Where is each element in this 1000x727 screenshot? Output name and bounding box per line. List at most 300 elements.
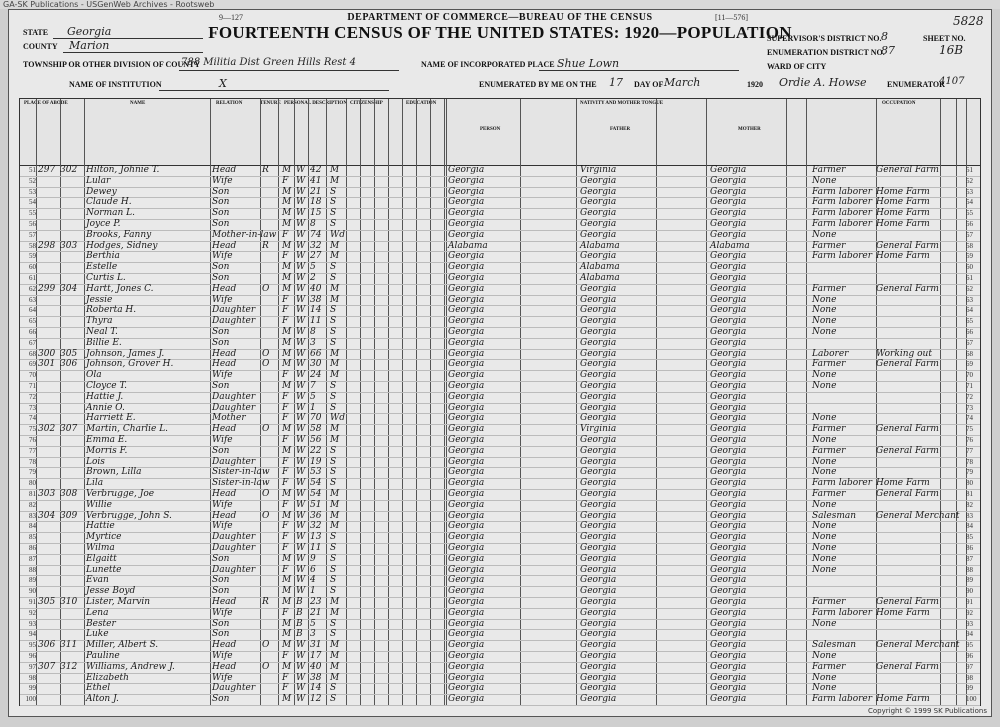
cell-occ: Farm laborer <box>812 197 873 208</box>
cell-sex: F <box>282 467 289 478</box>
cell-dw: 297 <box>38 165 56 175</box>
cell-dw: 300 <box>38 348 56 359</box>
cell-mpob: Georgia <box>710 348 747 359</box>
cell-age: 7 <box>310 381 316 391</box>
cell-mpob: Georgia <box>710 489 747 499</box>
cell-line-number-right: 93 <box>966 619 973 628</box>
cell-line-number-right: 65 <box>966 317 973 326</box>
form-code: [11—576] <box>715 13 749 22</box>
cell-age: 32 <box>310 521 322 532</box>
cell-age: 74 <box>310 229 322 240</box>
cell-ind: Home Farm <box>876 208 930 219</box>
cell-name: Elgaitt <box>86 553 117 564</box>
cell-n: 52 <box>29 176 36 185</box>
cell-pob: Georgia <box>448 219 485 229</box>
cell-ms: S <box>330 219 337 229</box>
cell-line-number-right: 61 <box>966 274 973 282</box>
cell-name: Emma E. <box>86 435 128 445</box>
cell-occ: None <box>812 294 837 305</box>
cell-fpob: Georgia <box>580 337 617 348</box>
cell-rel: Wife <box>212 672 233 683</box>
cell-race: W <box>296 543 306 553</box>
cell-name: Myrtice <box>86 532 122 543</box>
cell-sex: M <box>282 510 292 521</box>
cell-rel: Son <box>212 197 230 208</box>
cell-rel: Wife <box>212 435 233 445</box>
cell-ms: S <box>330 586 337 597</box>
cell-fam: 311 <box>60 640 78 651</box>
cell-own: O <box>262 661 270 672</box>
cell-dw: 302 <box>38 424 56 435</box>
cell-ms: S <box>330 575 337 586</box>
cell-race: W <box>296 456 306 467</box>
cell-sex: F <box>282 229 289 240</box>
cell-race: W <box>296 672 306 683</box>
cell-fpob: Georgia <box>580 219 617 229</box>
cell-ms: S <box>330 391 337 402</box>
cell-age: 21 <box>310 186 322 197</box>
cell-mpob: Georgia <box>710 251 747 262</box>
cell-mpob: Georgia <box>710 219 747 229</box>
cell-ms: M <box>330 348 340 359</box>
cell-age: 24 <box>310 370 322 381</box>
cell-occ: Farm laborer <box>812 219 873 229</box>
sheet-label: SHEET NO. <box>923 34 966 43</box>
cell-age: 58 <box>310 424 322 435</box>
cell-ind: General Farm <box>876 661 939 672</box>
cell-mpob: Georgia <box>710 661 747 672</box>
cell-ms: M <box>330 424 340 435</box>
col-person: PERSON <box>480 127 501 132</box>
cell-race: W <box>296 467 306 478</box>
cell-ind: General Merchant <box>876 640 960 651</box>
cell-occ: None <box>812 683 837 694</box>
cell-occ: None <box>812 618 837 629</box>
cell-fpob: Georgia <box>580 651 617 661</box>
cell-pob: Georgia <box>448 391 485 402</box>
cell-pob: Georgia <box>448 283 485 294</box>
cell-pob: Georgia <box>448 413 485 424</box>
cell-line-number-right: 51 <box>966 166 973 174</box>
cell-line-number-right: 76 <box>966 436 973 444</box>
cell-mpob: Georgia <box>710 564 747 575</box>
cell-age: 8 <box>310 219 316 229</box>
cell-mpob: Georgia <box>710 413 747 424</box>
cell-n: 59 <box>29 252 36 261</box>
cell-mpob: Georgia <box>710 337 747 348</box>
cell-sex: M <box>282 273 292 283</box>
cell-race: W <box>296 251 306 262</box>
cell-sex: F <box>282 391 289 402</box>
cell-age: 38 <box>310 672 322 683</box>
cell-n: 98 <box>29 673 36 682</box>
cell-fpob: Georgia <box>580 283 617 294</box>
cell-occ: None <box>812 672 837 683</box>
cell-ms: M <box>330 521 340 532</box>
cell-mpob: Georgia <box>710 208 747 219</box>
cell-race: W <box>296 283 306 294</box>
cell-fpob: Georgia <box>580 683 617 694</box>
cell-rel: Son <box>212 219 230 229</box>
cell-mpob: Georgia <box>710 597 747 607</box>
cell-n: 53 <box>29 187 36 196</box>
cell-age: 21 <box>310 607 322 618</box>
cell-ind: General Farm <box>876 445 939 456</box>
cell-own: O <box>262 348 270 359</box>
cell-name: Brown, Lilla <box>86 467 142 478</box>
cell-line-number-right: 90 <box>966 587 973 596</box>
cell-name: Berthia <box>86 251 120 262</box>
cell-race: W <box>296 208 306 219</box>
cell-n: 79 <box>29 468 36 477</box>
cell-rel: Head <box>212 359 237 370</box>
cell-n: 88 <box>29 565 36 574</box>
cell-own: R <box>262 240 269 251</box>
cell-sex: M <box>282 283 292 294</box>
cell-name: Johnson, Grover H. <box>86 359 174 370</box>
cell-fpob: Georgia <box>580 499 617 510</box>
enumeration-day: 17 <box>609 76 623 89</box>
cell-pob: Georgia <box>448 456 485 467</box>
cell-fpob: Georgia <box>580 370 617 381</box>
cell-age: 17 <box>310 651 322 661</box>
enumerated-label: ENUMERATED BY ME ON THE <box>479 80 597 89</box>
cell-age: 9 <box>310 553 316 564</box>
cell-fpob: Georgia <box>580 553 617 564</box>
column-headers <box>20 99 980 166</box>
cell-race: W <box>296 229 306 240</box>
cell-fpob: Georgia <box>580 478 617 489</box>
cell-race: W <box>296 424 306 435</box>
cell-age: 5 <box>310 262 316 273</box>
cell-pob: Georgia <box>448 229 485 240</box>
cell-sex: M <box>282 618 292 629</box>
cell-pob: Georgia <box>448 661 485 672</box>
cell-age: 27 <box>310 251 322 262</box>
cell-n: 60 <box>29 263 36 272</box>
cell-fpob: Georgia <box>580 564 617 575</box>
cell-sex: M <box>282 262 292 273</box>
cell-n: 66 <box>29 328 36 336</box>
cell-own: O <box>262 510 270 521</box>
cell-rel: Wife <box>212 499 233 510</box>
cell-ms: S <box>330 197 337 208</box>
cell-mpob: Georgia <box>710 510 747 521</box>
cell-mpob: Georgia <box>710 640 747 651</box>
cell-pob: Georgia <box>448 175 485 186</box>
cell-ms: M <box>330 661 340 672</box>
cell-fpob: Georgia <box>580 391 617 402</box>
cell-n: 67 <box>29 338 36 347</box>
cell-name: Elizabeth <box>86 672 129 683</box>
cell-name: Dewey <box>86 186 117 197</box>
cell-pob: Georgia <box>448 478 485 489</box>
cell-age: 36 <box>310 510 322 521</box>
cell-line-number-right: 98 <box>966 673 973 682</box>
cell-pob: Georgia <box>448 327 485 337</box>
cell-ms: S <box>330 186 337 197</box>
cell-occ: Farm laborer <box>812 694 873 705</box>
cell-ind: General Farm <box>876 283 939 294</box>
cell-ms: S <box>330 456 337 467</box>
cell-occ: Farmer <box>812 661 846 672</box>
cell-name: Jesse Boyd <box>86 586 136 597</box>
cell-sex: M <box>282 597 292 607</box>
cell-ms: S <box>330 564 337 575</box>
sheet-number: 16B <box>939 43 964 57</box>
cell-rel: Daughter <box>212 543 256 553</box>
cell-n: 97 <box>29 662 36 671</box>
cell-rel: Wife <box>212 251 233 262</box>
cell-age: 56 <box>310 435 322 445</box>
cell-fpob: Georgia <box>580 175 617 186</box>
cell-ms: S <box>330 402 337 413</box>
cell-ms: M <box>330 499 340 510</box>
cell-n: 69 <box>29 360 36 369</box>
cell-ind: General Farm <box>876 489 939 499</box>
cell-line-number-right: 83 <box>966 511 973 520</box>
cell-ms: M <box>330 597 340 607</box>
cell-fpob: Alabama <box>580 273 620 283</box>
cell-ind: Home Farm <box>876 186 930 197</box>
cell-n: 72 <box>29 392 36 401</box>
cell-pob: Georgia <box>448 262 485 273</box>
cell-race: W <box>296 186 306 197</box>
cell-rel: Wife <box>212 521 233 532</box>
cell-occ: None <box>812 499 837 510</box>
cell-own: O <box>262 489 270 499</box>
cell-pob: Georgia <box>448 683 485 694</box>
cell-n: 68 <box>29 349 36 358</box>
cell-sex: M <box>282 327 292 337</box>
cell-fpob: Georgia <box>580 532 617 543</box>
cell-pob: Georgia <box>448 316 485 327</box>
cell-line-number-right: 54 <box>966 198 973 207</box>
state-value: Georgia <box>67 25 112 38</box>
cell-ms: S <box>330 316 337 327</box>
cell-pob: Georgia <box>448 186 485 197</box>
cell-dw: 298 <box>38 240 56 251</box>
cell-race: W <box>296 499 306 510</box>
cell-name: Johnson, James J. <box>86 348 165 359</box>
cell-age: 40 <box>310 283 322 294</box>
cell-rel: Wife <box>212 175 233 186</box>
cell-occ: None <box>812 564 837 575</box>
cell-race: W <box>296 316 306 327</box>
cell-n: 87 <box>29 554 36 563</box>
cell-ms: M <box>330 283 340 294</box>
cell-rel: Head <box>212 283 237 294</box>
cell-rel: Daughter <box>212 305 256 316</box>
cell-sex: F <box>282 543 289 553</box>
cell-rel: Mother <box>212 413 246 424</box>
cell-mpob: Georgia <box>710 575 747 586</box>
cell-pob: Georgia <box>448 499 485 510</box>
cell-fpob: Georgia <box>580 521 617 532</box>
cell-sex: F <box>282 683 289 694</box>
cell-sex: F <box>282 251 289 262</box>
cell-age: 51 <box>310 499 322 510</box>
cell-name: Estelle <box>86 262 118 273</box>
cell-ms: M <box>330 370 340 381</box>
cell-sex: M <box>282 575 292 586</box>
col-personal-description: PERSONAL DESCRIPTION <box>284 101 347 106</box>
institution-label: NAME OF INSTITUTION <box>69 80 162 89</box>
cell-pob: Georgia <box>448 489 485 499</box>
cell-rel: Wife <box>212 651 233 661</box>
cell-pob: Georgia <box>448 424 485 435</box>
cell-mpob: Georgia <box>710 294 747 305</box>
cell-race: W <box>296 651 306 661</box>
cell-fpob: Georgia <box>580 586 617 597</box>
cell-age: 14 <box>310 305 322 316</box>
cell-ind: General Farm <box>876 240 939 251</box>
cell-n: 95 <box>29 641 36 650</box>
institution-value: X <box>219 77 227 90</box>
cell-sex: M <box>282 586 292 597</box>
cell-race: B <box>296 618 303 629</box>
cell-n: 51 <box>29 166 36 174</box>
cell-occ: Salesman <box>812 510 857 521</box>
cell-rel: Head <box>212 597 237 607</box>
cell-pob: Georgia <box>448 197 485 208</box>
cell-n: 94 <box>29 630 36 639</box>
cell-pob: Georgia <box>448 165 485 175</box>
cell-line-number-right: 97 <box>966 662 973 671</box>
cell-own: O <box>262 359 270 370</box>
cell-name: Curtis L. <box>86 273 126 283</box>
cell-pob: Georgia <box>448 294 485 305</box>
cell-name: Harriett E. <box>86 413 136 424</box>
cell-pob: Georgia <box>448 208 485 219</box>
cell-mpob: Georgia <box>710 607 747 618</box>
cell-fpob: Georgia <box>580 186 617 197</box>
cell-occ: Farmer <box>812 445 846 456</box>
cell-name: Hilton, Johnie T. <box>86 165 160 175</box>
cell-mpob: Alabama <box>710 240 750 251</box>
cell-fpob: Georgia <box>580 359 617 370</box>
cell-sex: F <box>282 521 289 532</box>
cell-name: Verbrugge, John S. <box>86 510 172 521</box>
cell-occ: Farmer <box>812 240 846 251</box>
cell-pob: Georgia <box>448 305 485 316</box>
cell-fpob: Georgia <box>580 445 617 456</box>
cell-sex: M <box>282 165 292 175</box>
cell-fpob: Georgia <box>580 413 617 424</box>
cell-mpob: Georgia <box>710 283 747 294</box>
cell-name: Miller, Albert S. <box>86 640 159 651</box>
cell-ms: S <box>330 445 337 456</box>
cell-sex: F <box>282 370 289 381</box>
cell-pob: Georgia <box>448 381 485 391</box>
cell-dw: 304 <box>38 510 56 521</box>
cell-line-number-right: 67 <box>966 338 973 347</box>
cell-n: 56 <box>29 220 36 228</box>
cell-pob: Georgia <box>448 618 485 629</box>
cell-n: 89 <box>29 576 36 585</box>
cell-rel: Son <box>212 186 230 197</box>
cell-fpob: Virginia <box>580 165 617 175</box>
form-number: 9—127 <box>219 13 243 22</box>
cell-name: Lister, Marvin <box>86 597 151 607</box>
cell-occ: None <box>812 435 837 445</box>
cell-pob: Georgia <box>448 467 485 478</box>
cell-pob: Georgia <box>448 694 485 705</box>
cell-name: Hodges, Sidney <box>86 240 158 251</box>
cell-sex: F <box>282 478 289 489</box>
cell-pob: Georgia <box>448 532 485 543</box>
cell-fpob: Georgia <box>580 629 617 640</box>
cell-sex: F <box>282 175 289 186</box>
cell-n: 83 <box>29 511 36 520</box>
day-of-label: DAY OF <box>634 80 664 89</box>
cell-sex: M <box>282 629 292 640</box>
cell-n: 64 <box>29 306 36 315</box>
page-title: FOURTEENTH CENSUS OF THE UNITED STATES: 1920—POPULATION <box>208 23 792 42</box>
cell-ms: M <box>330 165 340 175</box>
cell-line-number-right: 95 <box>966 641 973 650</box>
cell-race: W <box>296 521 306 532</box>
cell-line-number-right: 78 <box>966 457 973 466</box>
cell-n: 71 <box>29 382 36 390</box>
cell-age: 66 <box>310 348 322 359</box>
cell-race: W <box>296 575 306 586</box>
cell-line-number-right: 69 <box>966 360 973 369</box>
cell-race: W <box>296 197 306 208</box>
cell-fpob: Georgia <box>580 402 617 413</box>
cell-own: O <box>262 424 270 435</box>
cell-line-number-right: 96 <box>966 652 973 660</box>
col-occupation: OCCUPATION <box>882 101 916 106</box>
cell-line-number-right: 72 <box>966 392 973 401</box>
cell-rel: Son <box>212 445 230 456</box>
cell-own: R <box>262 597 269 607</box>
cell-race: W <box>296 305 306 316</box>
cell-race: W <box>296 532 306 543</box>
cell-occ: Farm laborer <box>812 478 873 489</box>
cell-age: 41 <box>310 175 322 186</box>
cell-mpob: Georgia <box>710 456 747 467</box>
cell-name: Thyra <box>86 316 113 327</box>
cell-race: B <box>296 607 303 618</box>
incorporated-place-value: Shue Lown <box>557 57 620 70</box>
cell-occ: None <box>812 327 837 337</box>
cell-age: 15 <box>310 208 322 219</box>
cell-pob: Georgia <box>448 575 485 586</box>
cell-fpob: Georgia <box>580 672 617 683</box>
cell-rel: Head <box>212 348 237 359</box>
cell-line-number-right: 53 <box>966 187 973 196</box>
cell-rel: Daughter <box>212 316 256 327</box>
cell-mpob: Georgia <box>710 586 747 597</box>
cell-fam: 312 <box>60 661 78 672</box>
cell-own: O <box>262 640 270 651</box>
cell-ms: S <box>330 327 337 337</box>
cell-rel: Head <box>212 165 237 175</box>
cell-sex: F <box>282 607 289 618</box>
cell-rel: Daughter <box>212 456 256 467</box>
cell-n: 99 <box>29 684 36 693</box>
cell-mpob: Georgia <box>710 175 747 186</box>
census-sheet <box>8 9 992 717</box>
cell-line-number-right: 87 <box>966 554 973 563</box>
cell-sex: M <box>282 489 292 499</box>
cell-n: 61 <box>29 274 36 282</box>
cell-ms: M <box>330 175 340 186</box>
cell-ms: M <box>330 435 340 445</box>
cell-occ: None <box>812 316 837 327</box>
cell-pob: Alabama <box>448 240 488 251</box>
